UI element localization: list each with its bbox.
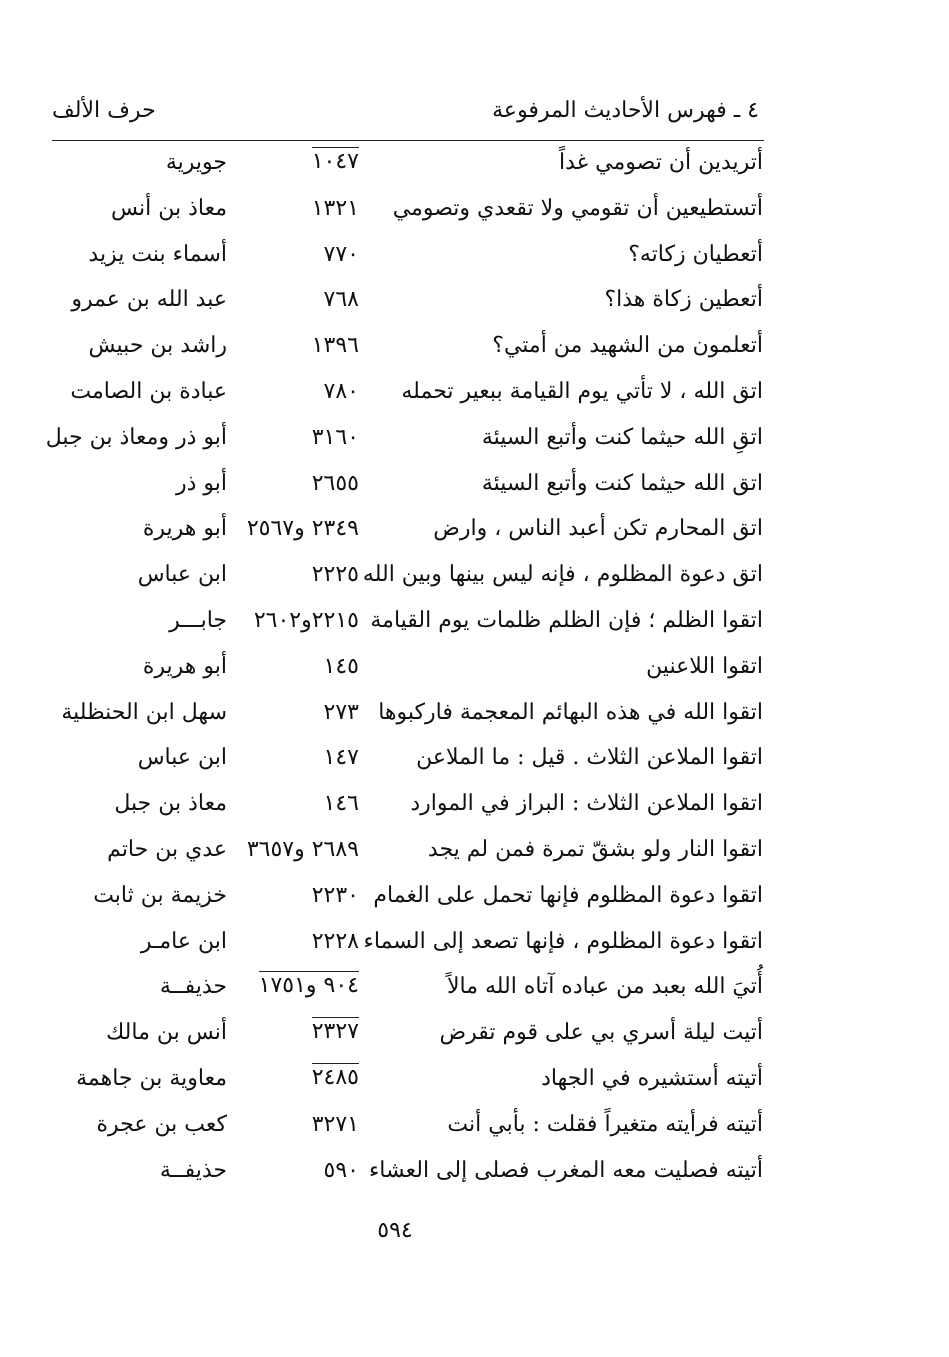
- page-number: ٥٩٤: [377, 1218, 413, 1243]
- list-item: [0, 1014, 949, 1060]
- section-title: ٤ ـ فهرس الأحاديث المرفوعة: [492, 98, 759, 123]
- hadith-number: ٧٦٨: [323, 287, 359, 313]
- list-item: [0, 419, 949, 465]
- narrator: عدي بن حاتم: [107, 836, 227, 862]
- list-item: [0, 877, 949, 923]
- hadith-text: اتقوا دعوة المظلوم ، فإنها تصعد إلى السماء: [363, 928, 763, 954]
- list-item: [0, 831, 949, 877]
- list-item: [0, 1152, 949, 1198]
- narrator: أبو هريرة: [142, 653, 227, 679]
- hadith-text: اتقوا دعوة المظلوم فإنها تحمل على الغمام: [373, 882, 763, 908]
- hadith-number: ١٠٤٧: [311, 149, 359, 174]
- hadith-text: أتيته أستشيره في الجهاد: [541, 1065, 763, 1091]
- narrator: أبو ذر: [175, 470, 227, 496]
- hadith-number: ٩٠٤ و١٧٥١: [258, 973, 359, 999]
- hadith-text: اتق المحارم تكن أعبد الناس ، وارض: [433, 516, 763, 542]
- hadith-text: أتيت ليلة أسري بي على قوم تقرض: [439, 1020, 763, 1046]
- hadith-number: ٢٢١٥و٢٦٠٢: [253, 607, 359, 633]
- list-item: [0, 556, 949, 602]
- list-item: [0, 236, 949, 282]
- list-item: [0, 190, 949, 236]
- hadith-number: ١٣٩٦: [311, 333, 359, 359]
- list-item: [0, 648, 949, 694]
- list-item: [0, 785, 949, 831]
- narrator: كعب بن عجرة: [96, 1111, 227, 1137]
- hadith-text: أتعلمون من الشهيد من أمتي؟: [492, 333, 763, 359]
- hadith-text: أتعطيان زكاته؟: [628, 241, 763, 267]
- hadith-text: اتقوا الظلم ؛ فإن الظلم ظلمات يوم القيامة: [370, 607, 763, 633]
- list-item: [0, 968, 949, 1014]
- narrator: راشد بن حبيش: [88, 333, 227, 359]
- hadith-number: ٥٩٠: [323, 1157, 359, 1183]
- hadith-number: ٣٢٧١: [311, 1111, 359, 1137]
- letter-heading: حرف الألف: [52, 98, 156, 123]
- narrator: معاوية بن جاهمة: [76, 1065, 227, 1091]
- narrator: ابن عامـر: [140, 928, 227, 954]
- hadith-number: ٢٧٣: [323, 699, 359, 725]
- hadith-text: اتقوا الملاعن الثلاث . قيل : ما الملاعن: [416, 745, 763, 771]
- narrator: حذيفــة: [159, 1157, 227, 1183]
- hadith-number: ١٤٥: [323, 653, 359, 679]
- list-item: [0, 465, 949, 511]
- hadith-text: اتقِ الله حيثما كنت وأتبع السيئة: [481, 424, 763, 450]
- hadith-number: ٢٣٤٩ و٢٥٦٧: [246, 516, 359, 542]
- narrator: ابن عباس: [137, 745, 227, 771]
- hadith-text: أتريدين أن تصومي غداً: [558, 150, 763, 175]
- hadith-index-list: [0, 144, 949, 1197]
- list-item: [0, 1106, 949, 1152]
- hadith-text: أُتيَ الله بعبد من عباده آتاه الله مالاً: [446, 974, 763, 1000]
- narrator: جويرية: [165, 150, 227, 175]
- hadith-text: أتيته فرأيته متغيراً فقلت : بأبي أنت: [447, 1111, 763, 1137]
- hadith-text: اتقوا الله في هذه البهائم المعجمة فاركبوها: [378, 699, 763, 725]
- narrator: أنس بن مالك: [106, 1020, 227, 1046]
- hadith-text: اتق الله حيثما كنت وأتبع السيئة: [481, 470, 763, 496]
- hadith-text: أتيته فصليت معه المغرب فصلى إلى العشاء: [368, 1157, 763, 1183]
- list-item: [0, 923, 949, 969]
- hadith-text: اتقوا الملاعن الثلاث : البراز في الموارد: [410, 791, 763, 817]
- list-item: [0, 327, 949, 373]
- hadith-number: ٧٨٠: [323, 378, 359, 404]
- narrator: عبد الله بن عمرو: [71, 287, 227, 313]
- narrator: جابـــر: [169, 607, 227, 633]
- list-item: [0, 602, 949, 648]
- list-item: [0, 694, 949, 740]
- hadith-number: ٣١٦٠: [311, 424, 359, 450]
- hadith-number: ٢٤٨٥: [311, 1064, 359, 1090]
- header-rule: [52, 140, 764, 141]
- hadith-number: ١٣٢١: [311, 195, 359, 221]
- hadith-text: اتق الله ، لا تأتي يوم القيامة ببعير تحمله: [401, 378, 763, 404]
- hadith-text: اتقوا اللاعنين: [646, 653, 763, 679]
- list-item: [0, 739, 949, 785]
- narrator: معاذ بن أنس: [110, 195, 227, 221]
- narrator: أبو هريرة: [142, 516, 227, 542]
- hadith-number: ٢٢٢٨: [311, 928, 359, 954]
- list-item: [0, 1060, 949, 1106]
- hadith-text: اتقوا النار ولو بشقّ تمرة فمن لم يجد: [427, 836, 763, 862]
- list-item: [0, 373, 949, 419]
- narrator: سهل ابن الحنظلية: [61, 699, 227, 725]
- hadith-number: ٢٣٢٧: [311, 1019, 359, 1045]
- hadith-number: ٢٢٢٥: [311, 562, 359, 588]
- hadith-number: ١٤٧: [323, 745, 359, 771]
- hadith-number: ١٤٦: [323, 791, 359, 817]
- hadith-number: ٢٦٨٩ و٣٦٥٧: [246, 836, 359, 862]
- hadith-number: ٢٦٥٥: [311, 470, 359, 496]
- hadith-text: اتق دعوة المظلوم ، فإنه ليس بينها وبين الله: [362, 562, 763, 588]
- hadith-text: أتستطيعين أن تقومي ولا تقعدي وتصومي: [392, 195, 763, 221]
- narrator: خزيمة بن ثابت: [93, 882, 227, 908]
- list-item: [0, 144, 949, 190]
- hadith-number: ٢٢٣٠: [311, 882, 359, 908]
- hadith-text: أتعطين زكاة هذا؟: [604, 287, 763, 313]
- list-item: [0, 510, 949, 556]
- narrator: أسماء بنت يزيد: [88, 241, 227, 267]
- narrator: أبو ذر ومعاذ بن جبل: [45, 424, 227, 450]
- list-item: [0, 281, 949, 327]
- narrator: حذيفــة: [159, 974, 227, 1000]
- hadith-number: ٧٧٠: [323, 241, 359, 267]
- narrator: ابن عباس: [137, 562, 227, 588]
- narrator: معاذ بن جبل: [114, 791, 227, 817]
- narrator: عبادة بن الصامت: [70, 378, 227, 404]
